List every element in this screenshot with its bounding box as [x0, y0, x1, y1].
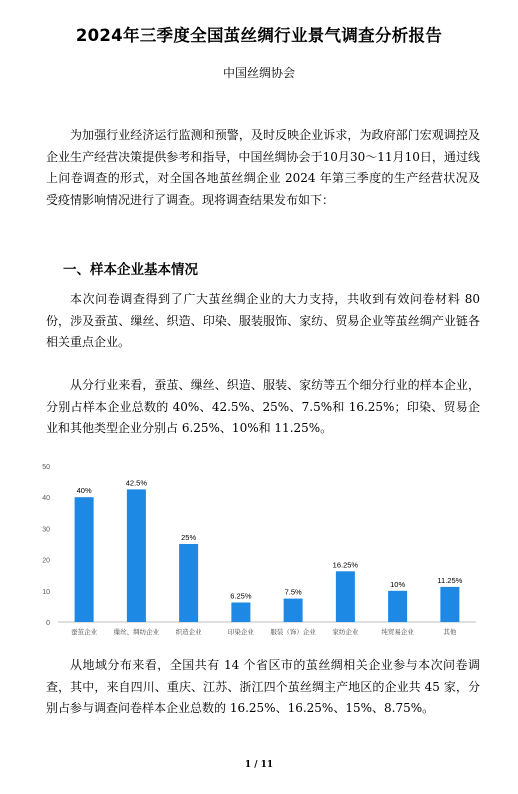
- data-label: 40%: [76, 486, 92, 496]
- category-label: 缫丝、绸纺企业: [113, 629, 160, 636]
- y-tick-label: 20: [42, 557, 50, 565]
- section-1-paragraph-1: 本次问卷调查得到了广大茧丝绸企业的大力支持，共收到有效问卷材料 80 份，涉及蚕茧、缫丝、织造、印染、服装服饰、家纺、贸易企业等茧丝绸产业链各相关重点企业。: [46, 292, 480, 349]
- category-label: 其他: [443, 629, 457, 636]
- bar: [231, 603, 250, 623]
- category-label: 服装（饰）企业: [270, 629, 316, 636]
- category-label: 织造企业: [175, 629, 202, 636]
- industry-distribution-chart: [36, 458, 486, 642]
- intro-paragraph: 为加强行业经济运行监测和预警，及时反映企业诉求，为政府部门宏观调控及企业生产经营决策提供参考和指导，中国丝绸协会于10月30～11月10日，通过线上问卷调查的形式，对全国各地茧丝绸企业 2024 年第三季度的生产经营状况及受疫情影响情况进行了调查。现将调查结果发布如下：: [46, 128, 480, 207]
- section-1-paragraph-3: 从地域分布来看，全国共有 14 个省区市的茧丝绸相关企业参与本次问卷调查，其中，来自四川、重庆、江苏、浙江四个茧丝绸主产地区的企业共 45 家，分别占参与调查问卷样本企业总数的 16.25%、16.25%、15%、8.75%。: [46, 658, 480, 715]
- data-label: 7.5%: [284, 587, 302, 597]
- y-tick-label: 50: [42, 464, 50, 471]
- section-1-heading: 一、样本企业基本情况: [63, 262, 198, 278]
- bar: [179, 544, 198, 622]
- bar: [75, 497, 94, 622]
- data-label: 11.25%: [437, 575, 463, 585]
- bar: [440, 587, 459, 622]
- bar: [284, 599, 303, 622]
- bar: [336, 571, 355, 622]
- document-author: 中国丝绸协会: [222, 66, 295, 80]
- data-label: 16.25%: [332, 560, 359, 570]
- data-label: 10%: [390, 579, 406, 589]
- y-tick-label: 30: [42, 526, 50, 534]
- y-tick-label: 0: [46, 620, 50, 627]
- bar: [388, 591, 407, 622]
- category-label: 纯贸易企业: [381, 629, 414, 636]
- section-1-paragraph-2: 从分行业来看，蚕茧、缫丝、织造、服装、家纺等五个细分行业的样本企业，分别占样本企业总数的 40%、42.5%、25%、7.5%和 16.25%；印染、贸易企业和其他类型企业分别占 6.25%、10%和 11.25%。: [46, 378, 480, 435]
- data-label: 6.25%: [230, 591, 252, 601]
- y-tick-label: 40: [42, 495, 50, 503]
- category-label: 印染企业: [227, 629, 254, 636]
- bar: [127, 489, 146, 622]
- document-title: 2024年三季度全国茧丝绸行业景气调查分析报告: [75, 26, 443, 45]
- category-label: 蚕茧企业: [71, 629, 98, 636]
- y-tick-label: 10: [42, 588, 50, 596]
- data-label: 25%: [181, 533, 197, 542]
- category-label: 家纺企业: [332, 629, 359, 636]
- page-number: 1 / 11: [244, 760, 274, 770]
- data-label: 42.5%: [125, 478, 148, 488]
